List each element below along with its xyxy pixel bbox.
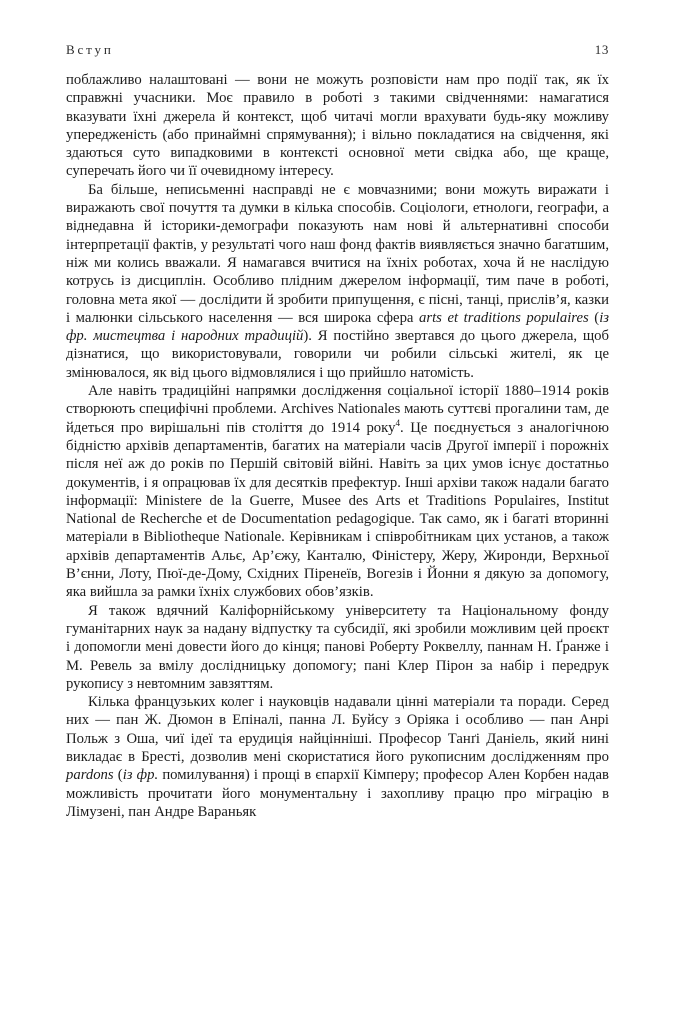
italic-text: мистецтва і народних традицій [93,328,304,345]
body-text: ( [113,767,123,784]
footnote-ref: 4 [395,417,400,428]
paragraph [66,71,609,181]
body-text: поблажливо налаштовані — вони не можуть розповісти нам про події так, як їх справжні учасники. Моє правило в роботі з такими свідченнями: намагатися вказувати їхні джерела й контекст, щоб читачі могли врахувати будь-яку можливу упередженість (або принаймні спрямування); і вільно покладатися на свідчення, які здаються суто випадковими в контексті основної мети свідка або, ще краще, суперечать його чи її очевидному інтересу. [66,72,609,180]
body-text: . Це поєднується з аналогічною бідністю архівів департаментів, багатих на матеріали часів Другої імперії і порожніх після неї аж до років по Першій світовій війні. Навіть за цих умов існує достатньо документів, і я опрацював їх для десятків префектур. Інші архіви також надали багато інформації: Ministere de la Guerre, Musee des Arts et Traditions Populaires, Institut National de Recherche et de Documentation pedagogique. Так само, як і багаті вторинні матеріали в Bibliotheque Nationale. Керівникам і співробітникам цих установ, а також архівів департаментів Альє, Ар’єжу, Канталю, Фіністеру, Жеру, Жиронди, Верхньої В’єнни, Лоту, Пюї-де-Дому, Східних Піренеїв, Вогезів і Йонни я дякую за допомогу, яка вийшла за рамки їхніх службових обов’язків. [66,419,609,601]
italic-text: arts et traditions populaires [419,309,589,326]
body-text: ). Я постійно звертався до цього джерела, щоб дізнатися, що використовували, говорили чи робили сільські жителі, як це змінювалося, як від цього відмовлялися і що прийшло натомість. [66,328,609,381]
body-text: Але навіть традиційні напрямки дослідження соціальної історії 1880–1914 років створюють специфічні проблеми. Archives Nationales мають суттєві прогалини там, де йдеться про вирішальні пів століття до 1914 року [66,383,609,436]
paragraph [66,693,609,821]
page-body [66,71,609,821]
italic-text: із фр. [122,767,159,784]
paragraph [66,382,609,602]
paragraph [66,602,609,693]
body-text: ( [588,309,600,326]
page-number: 13 [594,42,609,57]
italic-text: із фр. [66,309,609,345]
running-title: Вступ [66,42,114,57]
page-header [66,42,609,58]
italic-text: pardons [66,767,114,784]
body-text: Кілька французьких колег і науковців надавали цінні матеріали та поради. Серед них — пан Ж. Дюмон в Епіналі, панна Л. Буйсу з Оріяка і особливо — пан Анрі Польж з Оша, чиї ідеї та ерудиція найцінніші. Професор Танґі Даніель, який нині викладає в Бресті, дозволив мені скористатися його рукописним дослідженням про [66,694,609,765]
body-text: Ба більше, неписьменні насправді не є мовчазними; вони можуть виражати і виражають свої почуття та думки в кілька способів. Соціологи, етнологи, географи, а віднедавна й історики-демографи показують нам нові й альтернативні способи інтерпретації фактів, у результаті чого наш фонд фактів виявляється значно багатшим, ніж ми колись вважали. Я намагався вчитися на їхніх роботах, хоча й не наслідую котрусь із дисциплін. Особливо плідним джерелом інформації, тим паче в роботі, головна мета якої — дослідити й зробити припущення, є пісні, танці, прислів’я, казки і малюнки сільського населення — вся широка сфера [66,181,609,326]
body-text: помилування) і прощі в єпархії Кімперу; професор Ален Корбен надав можливість прочитати його монументальну і захопливу працю про міграцію в Лімузені, пан Андре Вараньяк [66,767,609,820]
paragraph [66,181,609,382]
body-text: Я також вдячний Каліфорнійському університету та Національному фонду гуманітарних наук за надану відпустку та субсидії, які зробили можливим цей проєкт і допомогли мені довести його до кінця; панові Роберту Роквеллу, паннам Н. Ґранже і М. Ревель за вмілу дослідницьку допомогу; пані Клер Пірон за набір і передрук рукопису з невтомним завзяттям. [66,602,609,692]
